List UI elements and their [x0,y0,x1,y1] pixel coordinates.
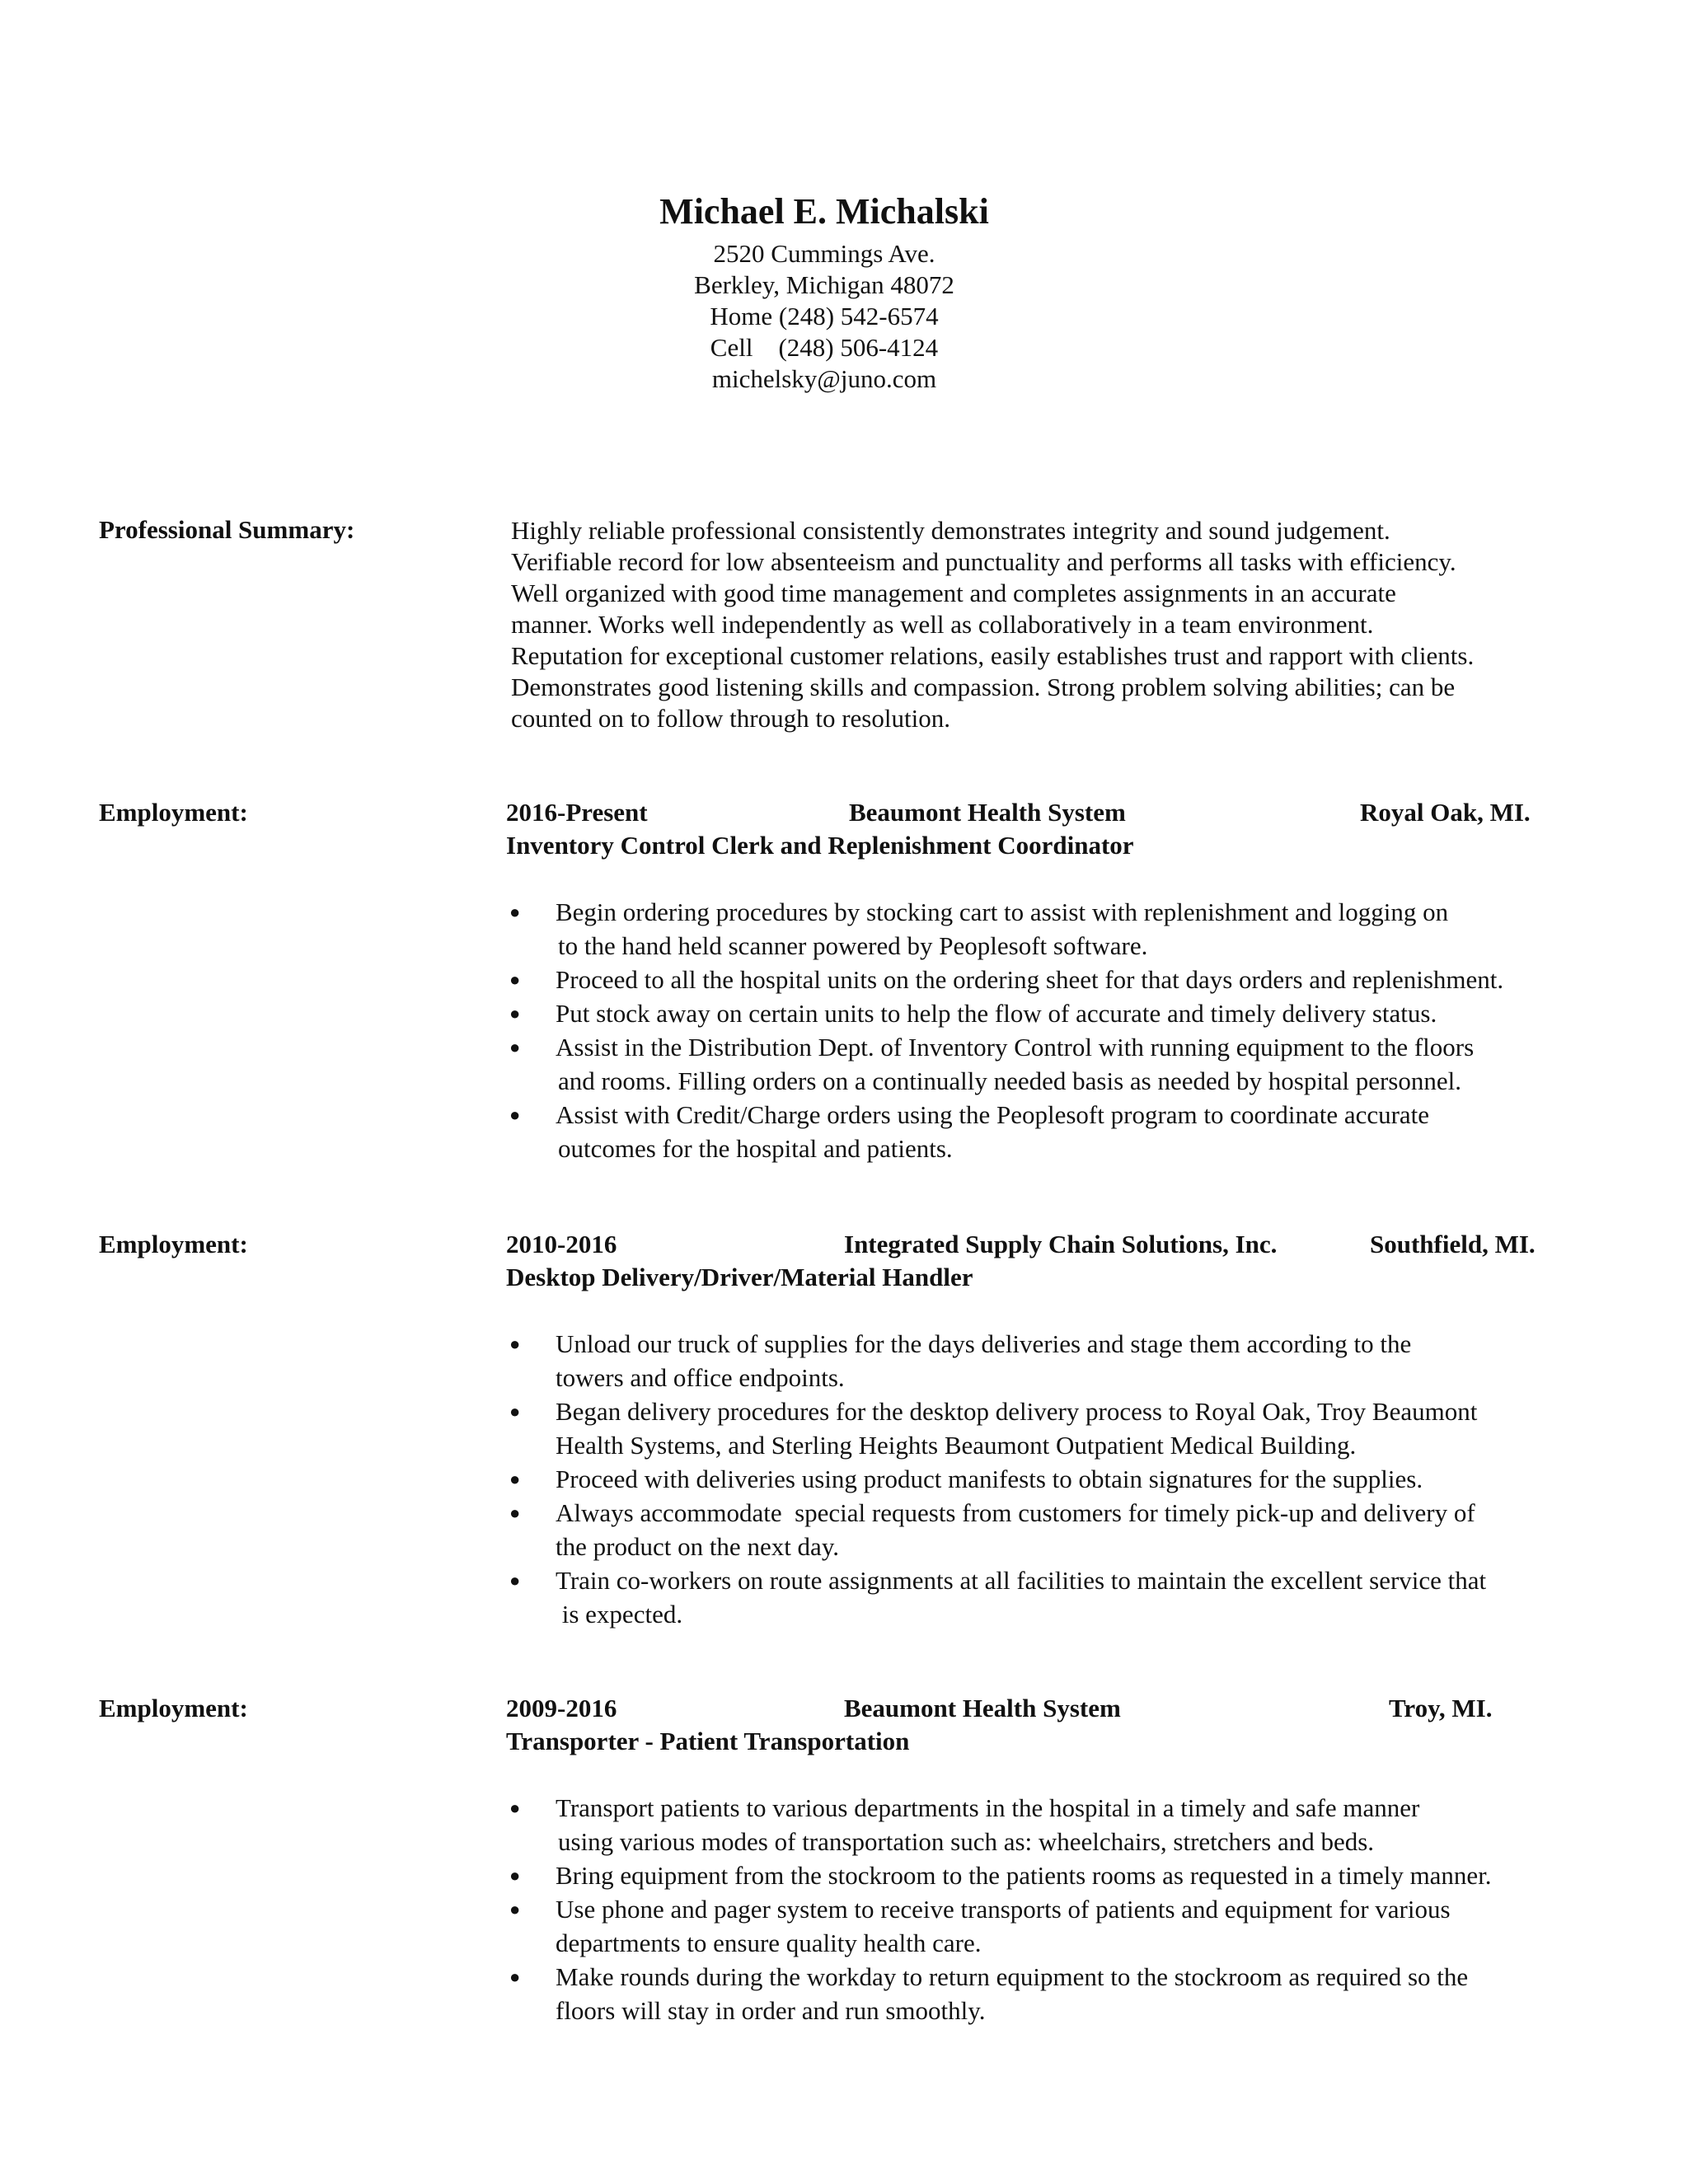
professional-summary [511,515,1582,734]
bullet-icon: ● [509,1966,521,1987]
bullet-icon: ● [509,969,521,990]
email-address: michelsky@juno.com [711,364,937,393]
employment-entry [506,1230,1627,1631]
employment-entry [506,1694,1627,2027]
duty-item: ● Bring equipment from the stockroom to the patients rooms as requested in a timely manner. [506,1858,1627,1892]
bullet-icon: ● [509,1865,521,1886]
address-line-2: Berkley, Michigan 48072 [694,270,954,299]
job-company: Beaumont Health System [849,798,1126,827]
employment-label: Employment: [99,1694,248,1722]
job-location: Royal Oak, MI. [1360,798,1531,827]
summary-label: Professional Summary: [99,515,355,544]
bullet-icon: ● [509,1899,521,1919]
job-duties [506,1327,1627,1631]
job-duties [506,1791,1627,2027]
bullet-icon: ● [509,1469,521,1489]
job-title: Inventory Control Clerk and Replenishment Coordinator [506,831,1134,860]
job-title: Transporter - Patient Transportation [506,1727,910,1755]
duty-item: ● Unload our truck of supplies for the days deliveries and stage them according to the towers and office endpoints. [506,1327,1627,1394]
summary-line: Demonstrates good listening skills and compassion. Strong problem solving abilities; can be [511,673,1456,701]
job-location: Troy, MI. [1389,1694,1493,1722]
summary-line: counted on to follow through to resolution. [511,704,950,733]
resume-header [0,185,1648,395]
bullet-icon: ● [509,1797,521,1818]
address-line-1: 2520 Cummings Ave. [713,239,935,268]
job-duties [506,895,1627,1165]
duty-item: ● Assist with Credit/Charge orders using the Peoplesoft program to coordinate accurate outcomes for the hospital and patients. [506,1098,1627,1165]
duty-item: ● Proceed with deliveries using product manifests to obtain signatures for the supplies. [506,1462,1627,1496]
employment-entry [506,798,1627,1165]
duty-item: ● Make rounds during the workday to return equipment to the stockroom as required so the floors will stay in order and run smoothly. [506,1960,1627,2027]
job-dates: 2010-2016 [506,1230,617,1258]
bullet-icon: ● [509,1104,521,1125]
job-header [506,1694,1627,1725]
job-location: Southfield, MI. [1370,1230,1536,1258]
applicant-name: Michael E. Michalski [659,191,989,232]
job-company: Integrated Supply Chain Solutions, Inc. [844,1230,1278,1258]
bullet-icon: ● [509,1570,521,1591]
duty-item: ● Begin ordering procedures by stocking cart to assist with replenishment and logging on to the hand held scanner powered by Peoplesoft software. [506,895,1627,963]
duty-item: ● Train co-workers on route assignments at all facilities to maintain the excellent service that is expected. [506,1563,1627,1631]
cell-phone: Cell (248) 506-4124 [710,333,939,362]
duty-item: ● Use phone and pager system to receive transports of patients and equipment for various departments to ensure quality health care. [506,1892,1627,1960]
duty-item: ● Began delivery procedures for the desktop delivery process to Royal Oak, Troy Beaumont Health Systems, and Sterling Heights Beaumont Outpatient Medical Building. [506,1394,1627,1462]
duty-item: ● Assist in the Distribution Dept. of Inventory Control with running equipment to the floors and rooms. Filling orders on a continually needed basis as needed by hospital personnel. [506,1030,1627,1098]
job-dates: 2009-2016 [506,1694,617,1722]
duty-item: ● Proceed to all the hospital units on the ordering sheet for that days orders and replenishment. [506,963,1627,996]
bullet-icon: ● [509,1037,521,1057]
summary-line: Highly reliable professional consistently demonstrates integrity and sound judgement. [511,516,1390,545]
job-dates: 2016-Present [506,798,648,827]
duty-item: ● Transport patients to various departments in the hospital in a timely and safe manner using various modes of transportation such as: wheelchairs, stretchers and beds. [506,1791,1627,1858]
employment-label: Employment: [99,798,248,827]
job-company: Beaumont Health System [844,1694,1121,1722]
bullet-icon: ● [509,1401,521,1422]
summary-line: Well organized with good time management and completes assignments in an accurate [511,579,1396,607]
summary-line: Reputation for exceptional customer relations, easily establishes trust and rapport with clients. [511,641,1475,670]
home-phone: Home (248) 542-6574 [710,302,939,330]
duty-item: ● Always accommodate special requests from customers for timely pick-up and delivery of the product on the next day. [506,1496,1627,1563]
employment-label: Employment: [99,1230,248,1258]
bullet-icon: ● [509,1502,521,1523]
job-header [506,1230,1627,1261]
job-header [506,798,1627,829]
summary-line: manner. Works well independently as well as collaboratively in a team environment. [511,610,1374,639]
duty-item: ● Put stock away on certain units to help the flow of accurate and timely delivery status. [506,996,1627,1030]
bullet-icon: ● [509,902,521,922]
bullet-icon: ● [509,1333,521,1354]
job-title: Desktop Delivery/Driver/Material Handler [506,1263,973,1291]
bullet-icon: ● [509,1003,521,1024]
summary-line: Verifiable record for low absenteeism and punctuality and performs all tasks with efficiency. [511,547,1456,576]
